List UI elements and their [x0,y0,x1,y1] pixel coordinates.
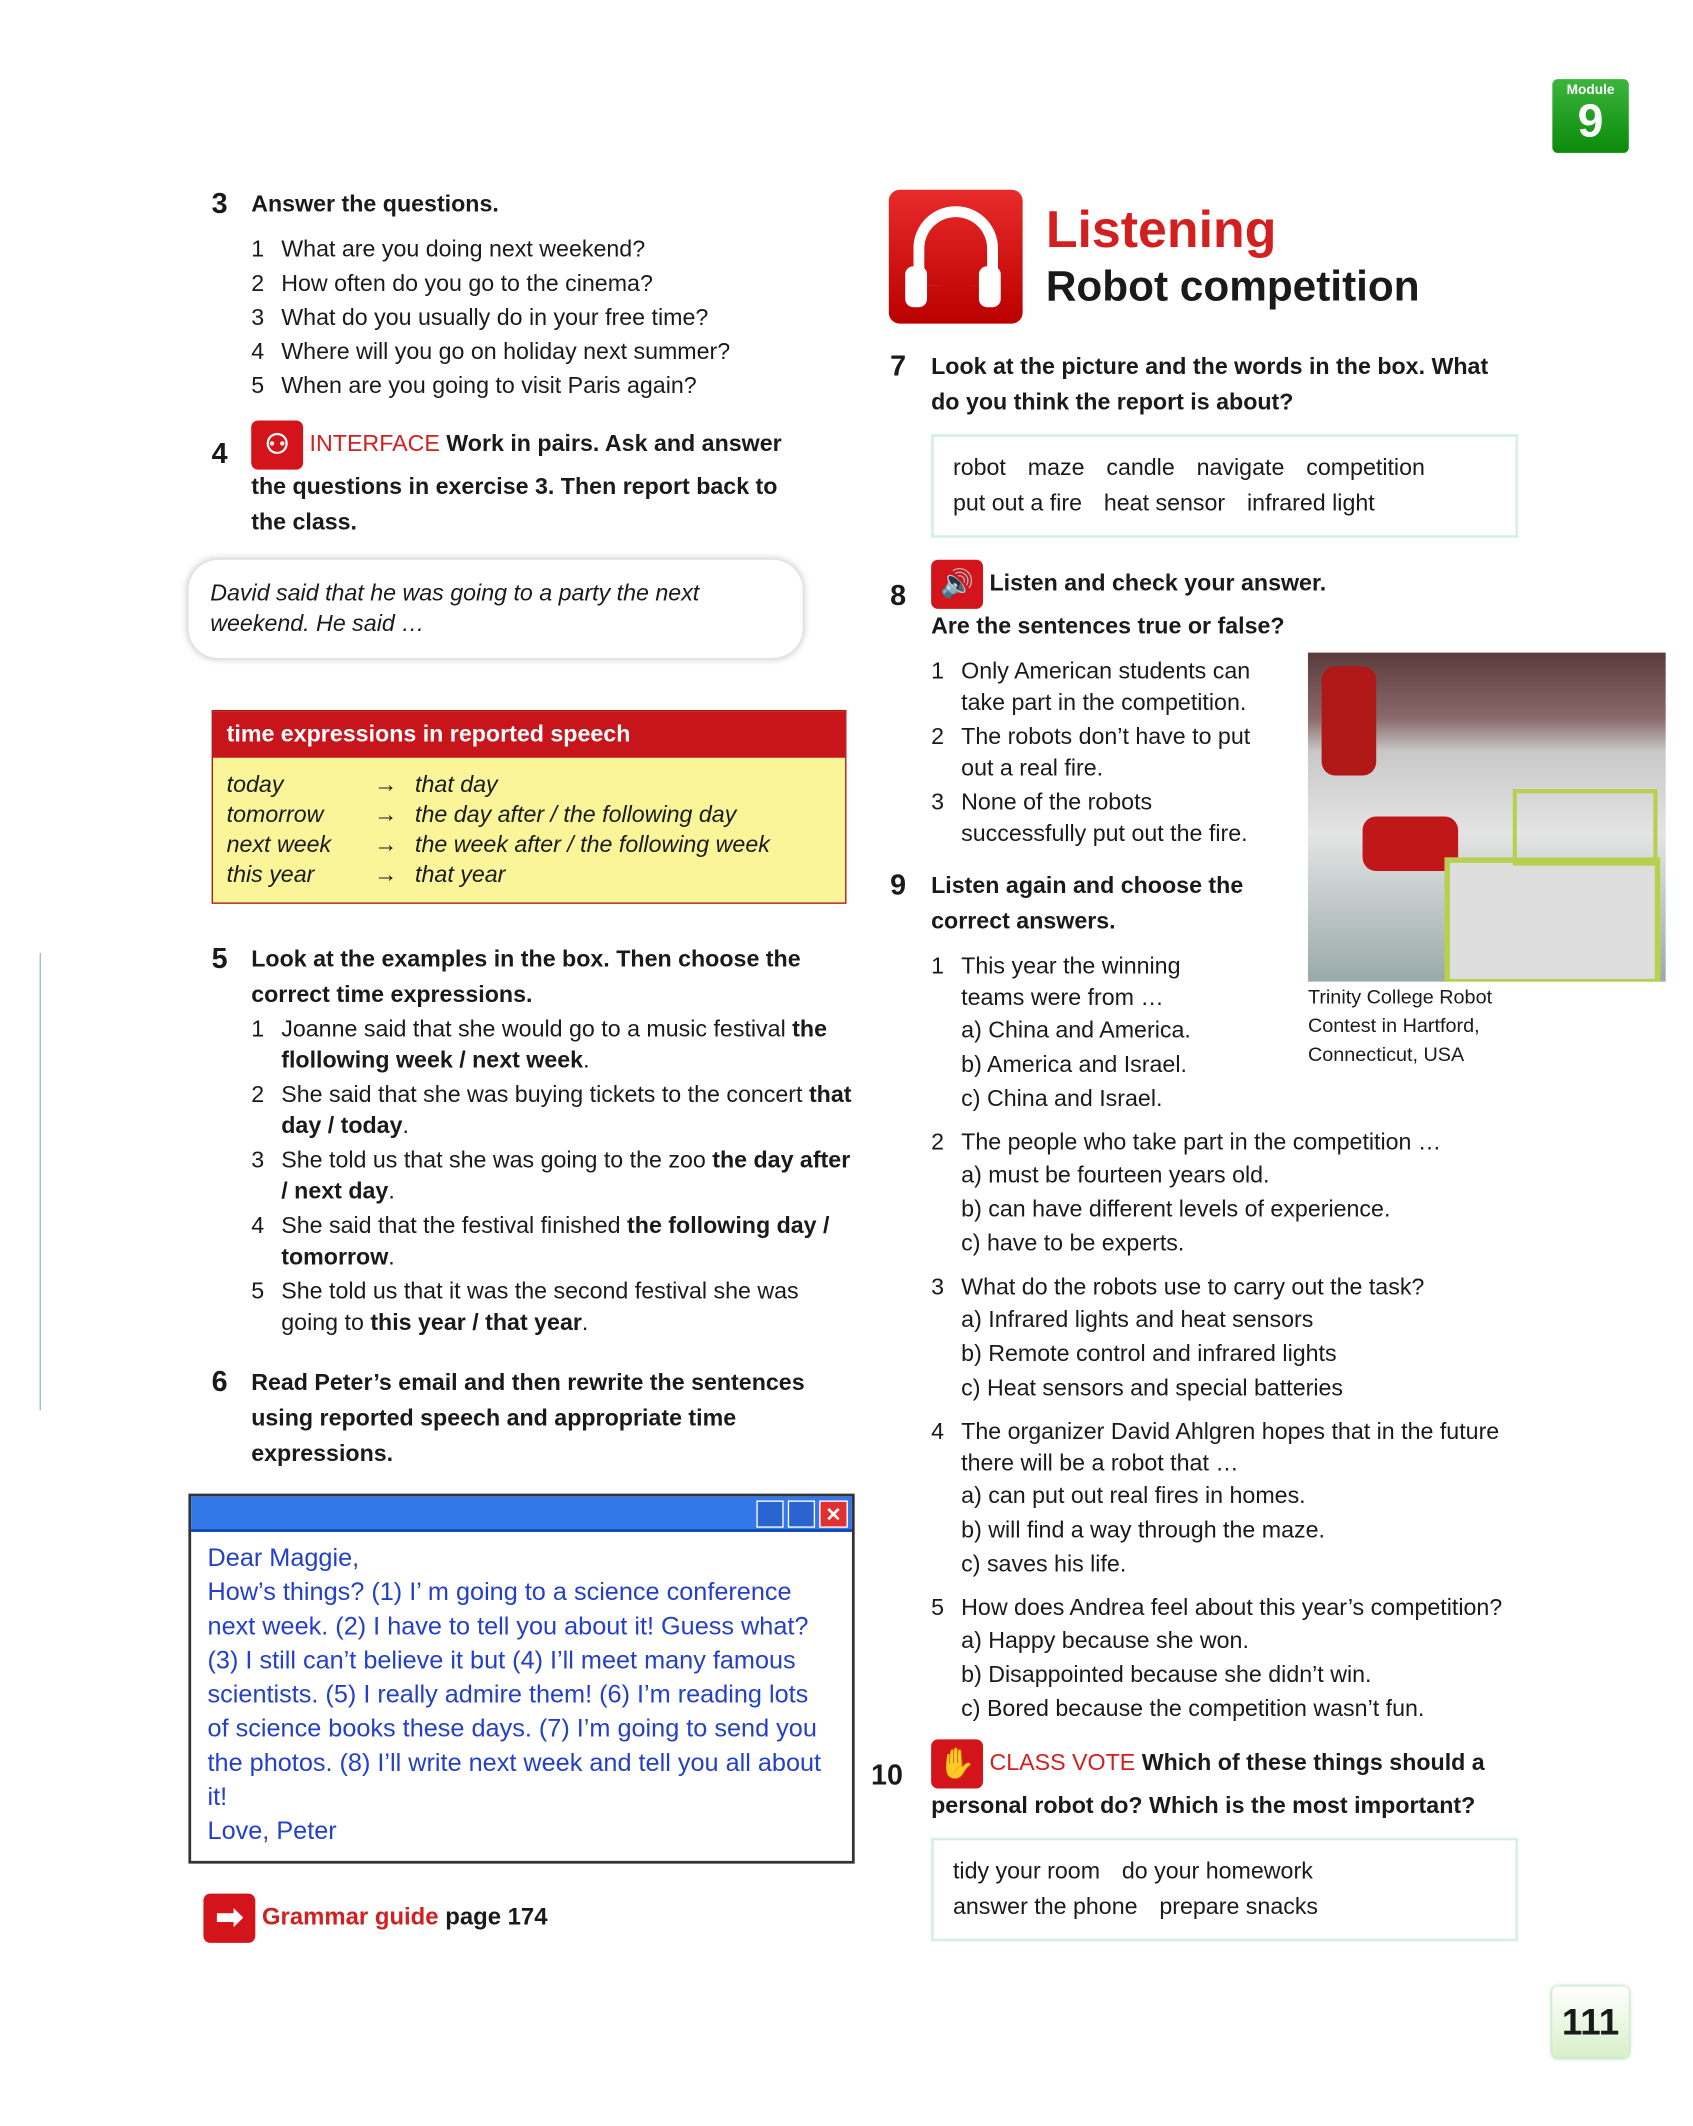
answer-option[interactable]: b) will find a way through the maze. [961,1516,1325,1543]
answer-option[interactable]: a) can put out real fires in homes. [961,1482,1306,1509]
item-text: None of the robots successfully put out the fire. [961,789,1248,847]
item-number: 1 [251,236,265,263]
item-text: What are you doing next weekend? [281,236,646,263]
answer-choices[interactable]: that day / today [281,1081,852,1139]
item-number: 1 [931,952,945,979]
multiple-choice-list [931,950,1525,1725]
item-number: 3 [251,1146,265,1173]
item-number: 1 [251,1015,265,1042]
exercise-number: 5 [211,943,228,975]
exercise-number: 4 [211,438,228,470]
item-number: 5 [251,1277,265,1304]
list-item [931,721,1272,784]
answer-option[interactable]: a) China and America. [961,1017,1191,1044]
arrow-icon: → [374,831,398,858]
exercise-number: 7 [890,350,907,383]
list-item: 5 She told us that it was the second festival she was going to this year / that year. [251,1275,857,1338]
question: 3 What do the robots use to carry out the task? a) Infrared lights and heat sensors b) Remote control and infrared lights c) Heat sensors and special batteries [931,1271,1525,1405]
list-item [251,336,857,367]
item-number: 5 [931,1594,945,1621]
item-number: 2 [931,1129,945,1156]
email-window: ✕ Dear Maggie, How’s things? (1) I’ m going to a science conference next week. (2) I have to tell you about it! Guess what? (3) I still can’t believe it but (4) I’ll meet many famous scientists. (5) I really admire them! (6) I’m reading lots of science books these days. (7) I’m going to send you the photos. (8) I’ll write next week and tell you all about it! Love, Peter [188,1494,854,1864]
answer-option[interactable]: a) Infrared lights and heat sensors [961,1306,1314,1333]
box-title: time expressions in reported speech [213,711,845,757]
answer-option[interactable]: c) Bored because the competition wasn’t fun. [961,1695,1425,1722]
list-item: 2 She said that she was buying tickets to the concert that day / today. [251,1079,857,1142]
left-column [188,187,857,1943]
question-list [251,233,857,401]
question: 1 This year the winning teams were from … a) China and America. b) America and Israel. c) China and Israel. [931,950,1272,1115]
word: robot [952,454,1006,481]
word: put out a fire [952,490,1083,517]
module-badge: Module 9 [1552,79,1628,153]
answer-choices[interactable]: this year / that year [370,1309,582,1336]
exercise-9 [889,868,1531,1725]
exercise-5 [188,942,857,1338]
exercise-10: 10 ✋ CLASS VOTE Which of these things should a personal robot do? Which is the most important? tidy your room do your homework answer the phone prepare snacks [889,1739,1531,1941]
question: 5 How does Andrea feel about this year’s competition? a) Happy because she won. b) Disappointed because she didn’t win. c) Bored because the competition wasn’t fun. [931,1592,1525,1726]
list-item: 4 She said that the festival finished the following day / tomorrow. [251,1210,857,1273]
item-number: 2 [251,1081,265,1108]
list-item [931,786,1272,849]
exercise-7 [889,350,1531,538]
item-number: 4 [251,1212,265,1239]
exercise-8: 8 🔊 Listen and check your answer. Are the sentences true or false? 1 Only American students can take part in the competition. 2 The robots don’t have to put out a real fire. 3 None of the robots successfully put out the fire. Trinity College Robot Contest in Hartford, Connecticut, USA [889,560,1531,849]
exercise-title: Listen again and choose the correct answers. [931,872,1244,934]
item-text: When are you going to visit Paris again? [281,372,697,399]
arrow-right-icon: ➡ [203,1894,255,1943]
minimize-icon[interactable] [756,1500,783,1527]
page-number: 111 [1552,1987,1628,2058]
word: tidy your room [952,1858,1101,1885]
answer-choices[interactable]: the day after / next day [281,1146,851,1205]
time-expression-row: next week → the week after / the following week [227,830,832,860]
word: maze [1027,454,1085,481]
answer-option[interactable]: c) Heat sensors and special batteries [961,1374,1344,1401]
list-item: 3 She told us that she was going to the zoo the day after / next day. [251,1144,857,1207]
item-number: 4 [251,338,265,365]
list-item [251,302,857,333]
answer-option[interactable]: b) can have different levels of experience. [961,1196,1391,1222]
word: heat sensor [1103,490,1226,517]
item-text: How often do you go to the cinema? [281,270,653,297]
answer-choices[interactable]: the following day / tomorrow [281,1212,830,1270]
exercise-title: Answer the questions. [251,191,499,218]
item-number: 3 [931,1273,945,1300]
restore-icon[interactable] [788,1500,815,1527]
interface-icon: ⚇ [251,421,303,470]
answer-option[interactable]: b) Disappointed because she didn’t win. [961,1661,1372,1688]
answer-option[interactable]: b) Remote control and infrared lights [961,1340,1337,1367]
true-false-list [931,655,1272,849]
word: infrared light [1247,490,1375,517]
exercise-title: Look at the examples in the box. Then choose the correct time expressions. [251,946,801,1008]
headphones-icon [889,190,1023,324]
item-number: 3 [931,789,945,816]
list-item [251,233,857,264]
time-expressions-box [212,710,847,904]
exercise-number: 8 [890,580,907,612]
time-expression-row: today → that day [227,770,832,800]
exercise-4: 4 ⚇ INTERFACE Work in pairs. Ask and answer the questions in exercise 3. Then report back to the class. [188,421,797,541]
question-list [251,1013,857,1338]
list-item: 1 Joanne said that she would go to a music festival the flollowing week / next week. [251,1013,857,1076]
audio-icon[interactable]: 🔊 [931,560,983,609]
photo-caption: Trinity College Robot Contest in Hartford, Connecticut, USA [1307,987,1493,1067]
exercise-number: 3 [211,188,228,220]
section-header [889,190,1531,327]
word: do your homework [1121,1858,1313,1885]
item-number: 3 [251,304,265,331]
item-number: 2 [251,270,265,297]
word: prepare snacks [1159,1893,1319,1920]
arrow-icon: → [374,771,398,798]
item-number: 2 [931,723,945,750]
speech-bubble: David said that he was going to a party the next weekend. He said … [188,560,802,658]
list-item [251,268,857,299]
grammar-guide-link[interactable]: ➡ Grammar guide page 174 [203,1894,857,1943]
word: navigate [1196,454,1285,481]
right-column [871,190,1531,1942]
item-text: What do you usually do in your free time? [281,304,709,331]
exercise-number: 9 [890,869,907,902]
item-text: The robots don’t have to put out a real fire. [961,723,1251,781]
exercise-title: Look at the picture and the words in the box. What do you think the report is about? [931,353,1489,416]
answer-option[interactable]: c) saves his life. [961,1550,1127,1577]
word: answer the phone [952,1893,1138,1920]
word-box [931,1838,1518,1942]
exercise-3 [188,187,857,401]
left-margin-line [40,953,41,1410]
exercise-6 [188,1365,857,1471]
arrow-icon: → [374,801,398,828]
answer-choices[interactable]: the flollowing week / next week [281,1015,827,1074]
answer-option[interactable]: a) must be fourteen years old. [961,1161,1270,1188]
list-item [931,655,1272,718]
item-number: 1 [931,658,945,685]
time-expression-row: this year → that year [227,860,832,890]
word: competition [1306,454,1425,481]
item-number: 5 [251,372,265,399]
hand-vote-icon: ✋ [931,1739,983,1788]
item-text: Where will you go on holiday next summer? [281,338,731,365]
exercise-title: Read Peter’s email and then rewrite the sentences using reported speech and appropriate time expressions. [251,1369,805,1467]
answer-option[interactable]: c) China and Israel. [961,1085,1163,1112]
exercise-number: 10 [871,1759,903,1792]
question: 2 The people who take part in the competition … a) must be fourteen years old. b) can have different levels of experience. c) have to be experts. [931,1126,1525,1260]
item-number: 4 [931,1418,945,1445]
section-subtitle: Robot competition [1045,262,1420,310]
answer-option[interactable]: a) Happy because she won. [961,1627,1249,1654]
item-text: Only American students can take part in the competition. [961,658,1251,716]
word-box [931,434,1518,538]
word: candle [1106,454,1175,481]
question: 4 The organizer David Ahlgren hopes that in the future there will be a robot that … a) can put out real fires in homes. b) will find a way through the maze. c) saves his life. [931,1416,1525,1581]
answer-option[interactable]: b) America and Israel. [961,1051,1187,1078]
answer-option[interactable]: c) have to be experts. [961,1230,1185,1257]
exercise-number: 6 [211,1366,228,1399]
arrow-icon: → [374,861,398,888]
list-item [251,370,857,401]
section-title: Listening [1045,202,1277,260]
close-icon[interactable]: ✕ [819,1500,848,1527]
window-titlebar [191,1496,852,1531]
time-expression-row: tomorrow → the day after / the following day [227,800,832,830]
